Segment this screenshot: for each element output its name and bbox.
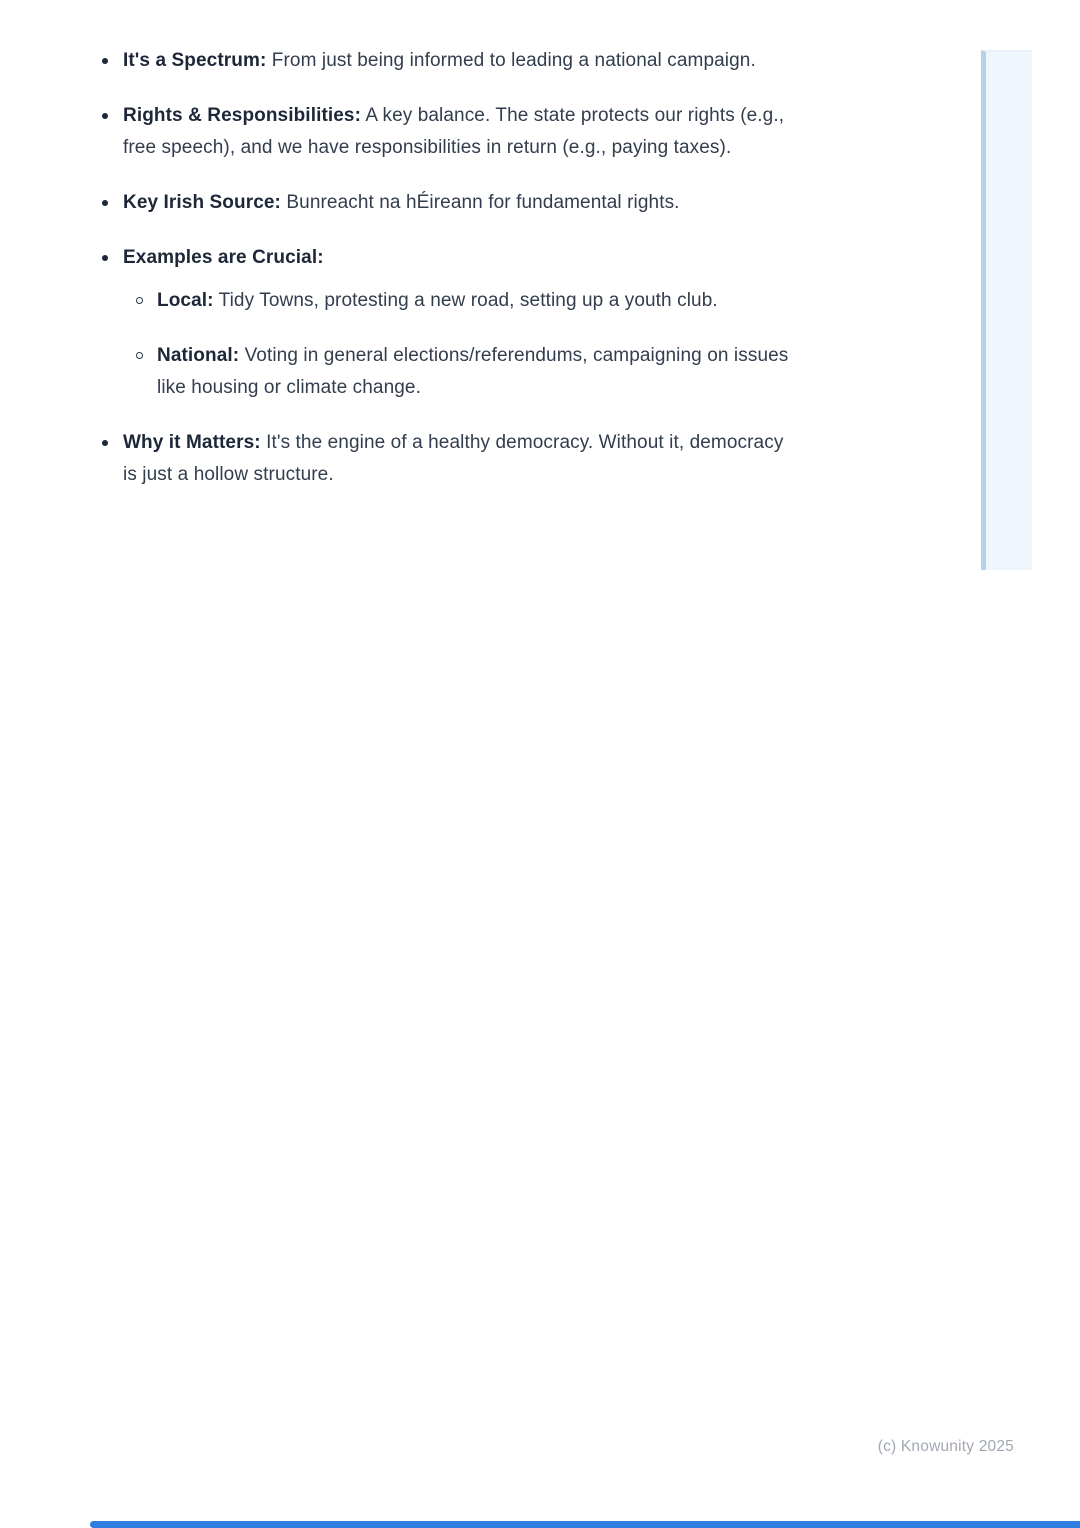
bullet-text: A key balance. The state protects our rights (e.g., free speech), and we have responsibilities in return (e.g., paying taxes). xyxy=(123,105,785,158)
sub-list-item xyxy=(123,285,792,317)
sub-bullet-label: Local: xyxy=(157,290,214,311)
list-item xyxy=(100,242,792,404)
sub-bullet-list xyxy=(123,285,792,404)
list-item xyxy=(100,100,792,164)
bullet-list xyxy=(100,45,792,514)
bullet-label: Rights & Responsibilities: xyxy=(123,105,362,126)
bullet-label: Examples are Crucial: xyxy=(123,247,324,268)
list-item xyxy=(100,45,792,77)
bullet-label: Key Irish Source: xyxy=(123,192,281,213)
bullet-text: Bunreacht na hÉireann for fundamental rights. xyxy=(286,192,680,213)
bullet-label: It's a Spectrum: xyxy=(123,50,267,71)
next-page-preview-panel xyxy=(981,50,1032,570)
bullet-text: From just being informed to leading a national campaign. xyxy=(271,50,756,71)
sub-list-item xyxy=(123,340,792,404)
bullet-text: It's the engine of a healthy democracy. Without it, democracy is just a hollow structure. xyxy=(123,432,784,485)
sub-bullet-text: Voting in general elections/referendums, campaigning on issues like housing or climate change. xyxy=(157,345,789,398)
sub-bullet-label: National: xyxy=(157,345,240,366)
copyright-footer: (c) Knowunity 2025 xyxy=(877,1438,1014,1455)
sub-bullet-text: Tidy Towns, protesting a new road, setting up a youth club. xyxy=(218,290,718,311)
bottom-page-edge-bar xyxy=(90,1521,1080,1528)
bullet-label: Why it Matters: xyxy=(123,432,261,453)
list-item xyxy=(100,187,792,219)
list-item xyxy=(100,427,792,491)
